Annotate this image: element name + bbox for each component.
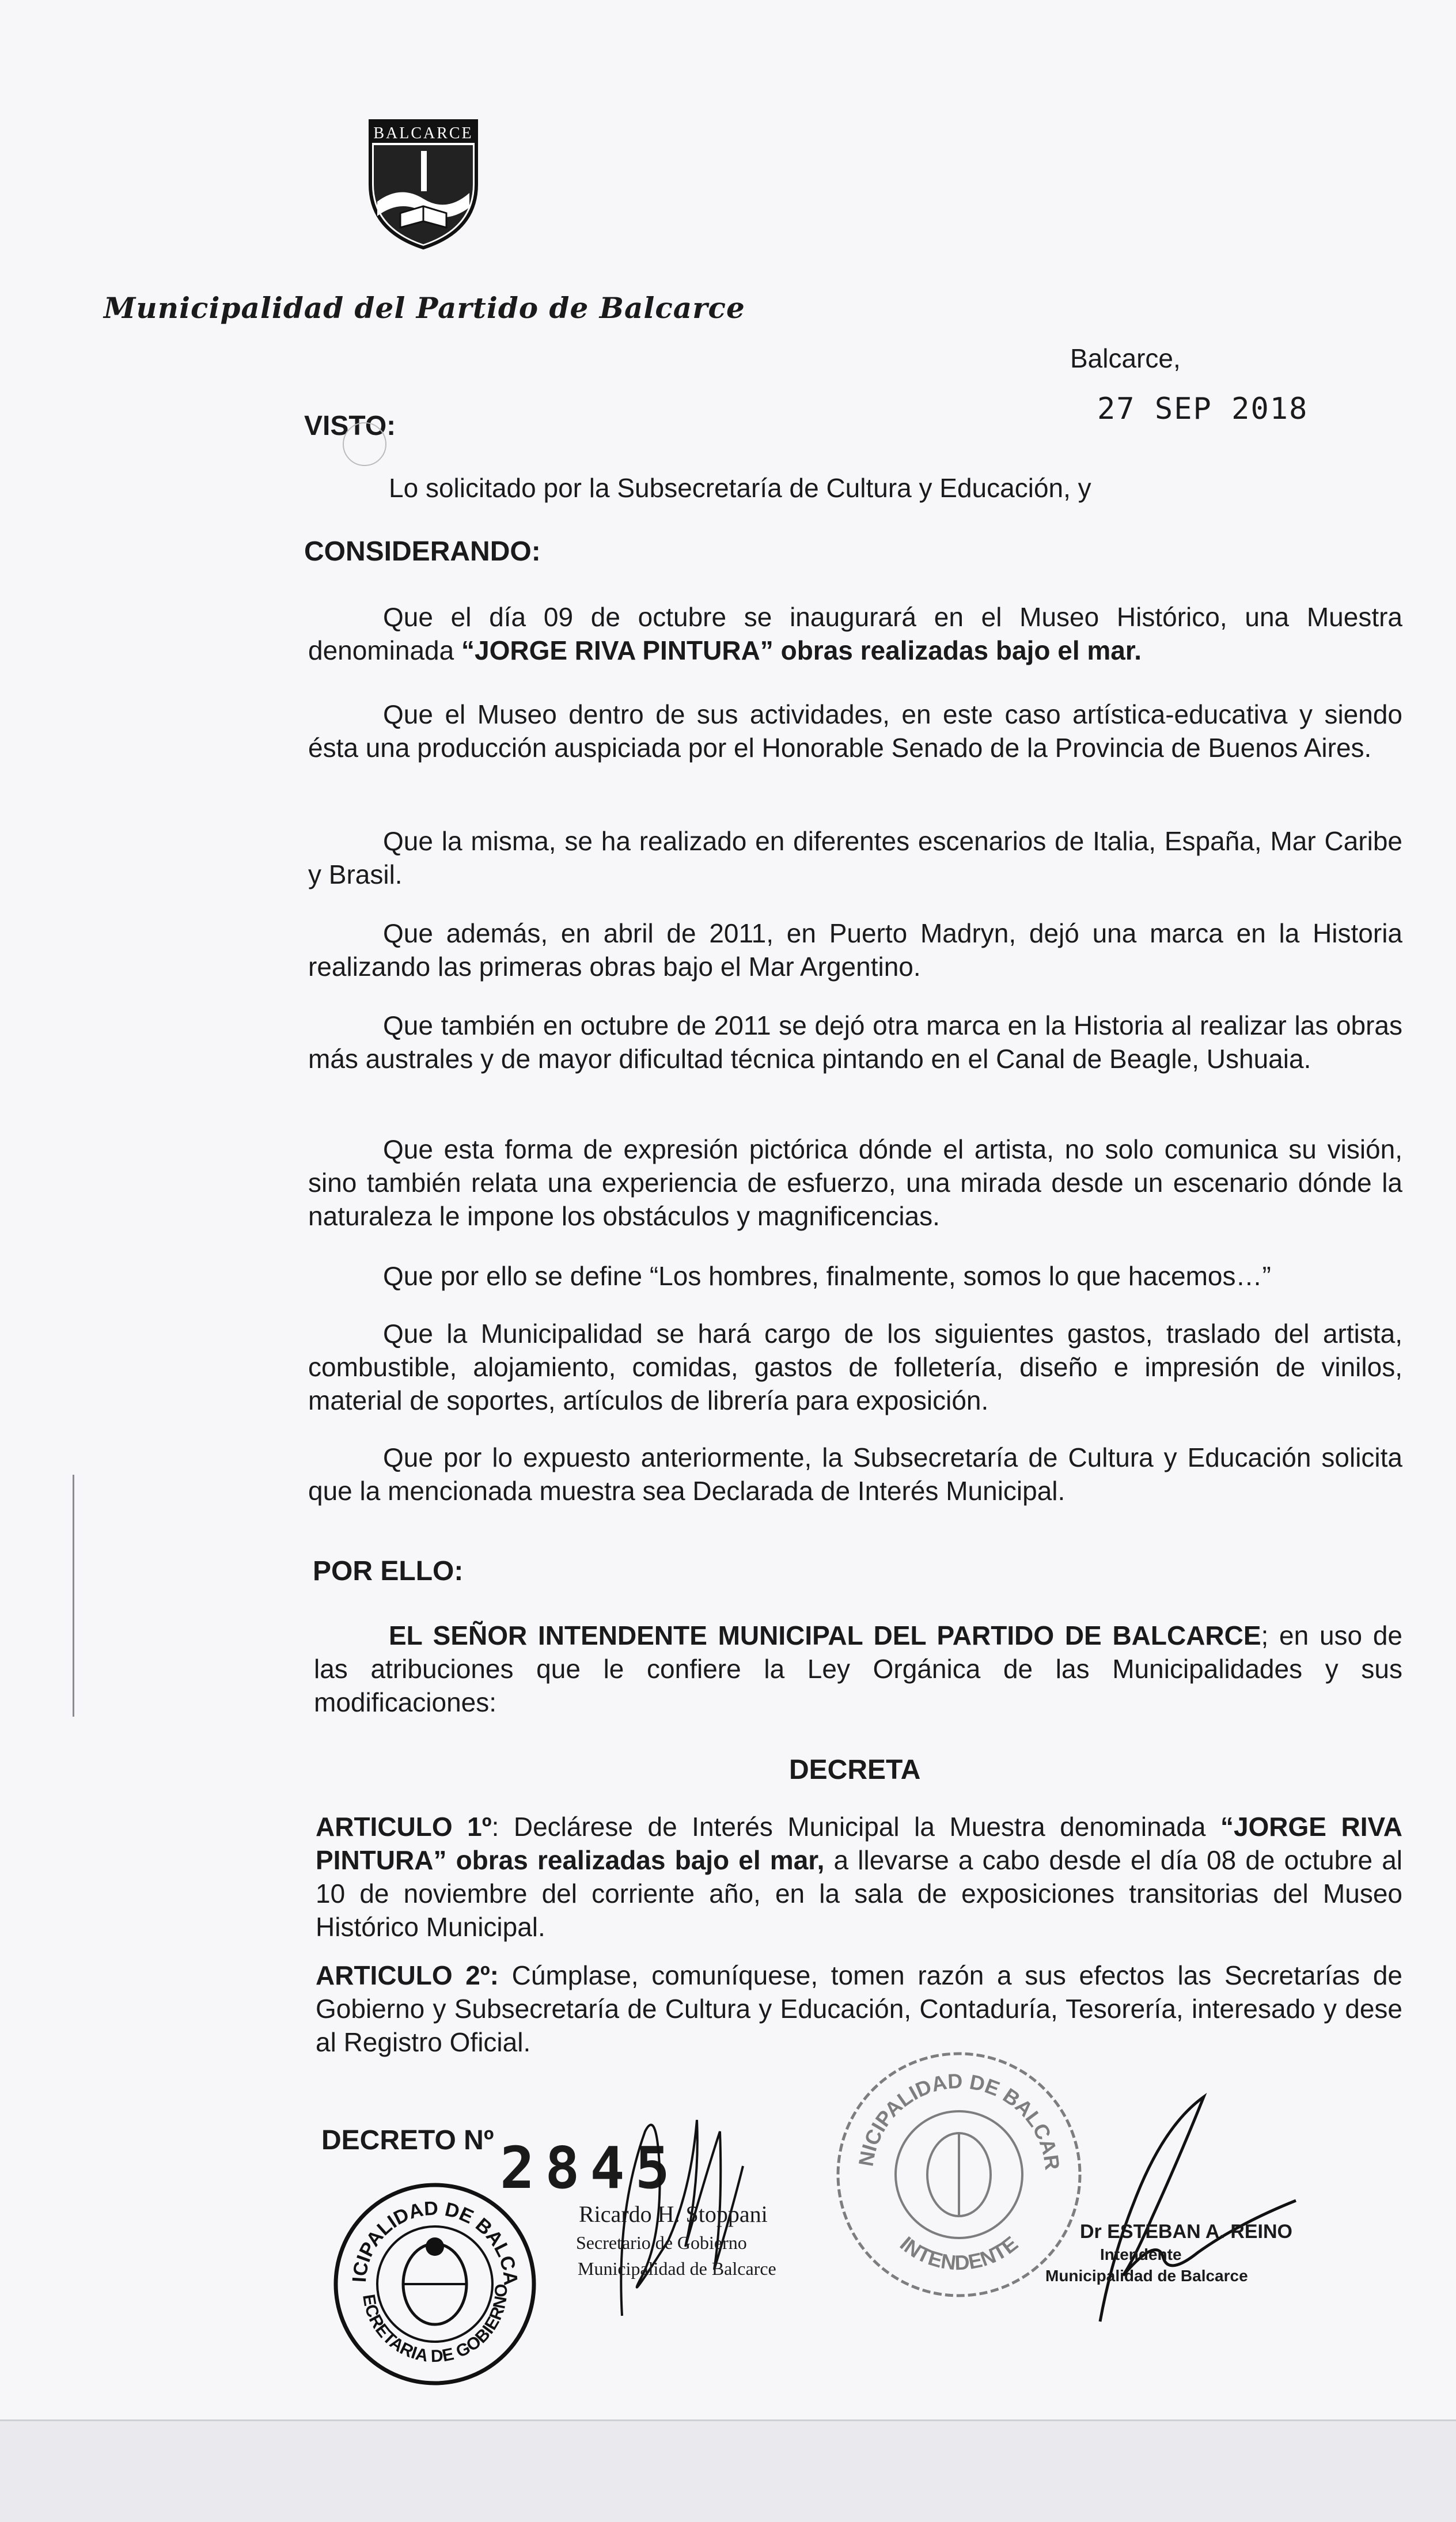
signature-reino [1066, 2085, 1307, 2327]
considerando-paragraph-6: Que esta forma de expresión pictórica dónde el artista, no solo comunica su visión, sino también relata una experiencia de esfuerzo, una mirada desde un escenario dónde la naturaleza le impone los obstáculos y magnificencias. [308, 1134, 1402, 1231]
articulo-1-label: ARTICULO 1º [316, 1812, 492, 1842]
articulo-2-label: ARTICULO 2º: [316, 1960, 499, 1990]
decreto-label: DECRETO Nº [321, 2125, 494, 2156]
date-stamp: 27 SEP 2018 [1097, 392, 1309, 426]
scan-bottom-margin [0, 2419, 1456, 2522]
scan-margin-line [73, 1475, 74, 1717]
visto-text: Lo solicitado por la Subsecretaría de Cultura y Educación, y [389, 473, 1091, 503]
intendente-stamp [832, 2048, 1086, 2301]
stamp-left-bottom-text: ECRETARIA DE GOBIERNO [359, 2284, 511, 2366]
considerando-paragraph-2: Que el Museo dentro de sus actividades, en este caso artística-educativa y siendo ésta una producción auspiciada por el Honorable Senado de la Provincia de Buenos Aires. [308, 699, 1402, 763]
balcarce-shield-logo [366, 115, 481, 251]
stamp-right-top-text: NICIPALIDAD DE BALCAR [854, 2069, 1065, 2172]
articulo-1-text: : Declárese de Interés Municipal la Muestra denominada [491, 1812, 1220, 1842]
articulo-1-details: a llevarse a cabo desde el día 08 de octubre al 10 de noviembre del corriente año, en la sala de exposiciones transitorias del Museo Histórico Municipal. [316, 1845, 1402, 1942]
letterhead-title: Municipalidad del Partido de Balcarce [104, 291, 745, 325]
por-ello-heading: POR ELLO: [313, 1556, 464, 1586]
svg-text:BALCARCE: BALCARCE [373, 124, 473, 142]
considerando-paragraph-4: Que además, en abril de 2011, en Puerto Madryn, dejó una marca en la Historia realizando las primeras obras bajo el Mar Argentino. [308, 918, 1402, 982]
signatory-right-name: Dr ESTEBAN A. REINO [1080, 2221, 1293, 2243]
visto-heading: VISTO: [304, 411, 396, 441]
signatory-right-title: Intendente [1100, 2245, 1182, 2263]
signatory-right-org: Municipalidad de Balcarce [1045, 2267, 1248, 2285]
paragraph-1-text: Que el día 09 de octubre se inaugurará en el Museo Histórico, una Muestra denominada [308, 602, 1402, 665]
considerando-paragraph-5: Que también en octubre de 2011 se dejó otra marca en la Historia al realizar las obras más australes y de mayor dificultad técnica pintando en el Canal de Beagle, Ushuaia. [308, 1010, 1402, 1074]
considerando-paragraph-9: Que por lo expuesto anteriormente, la Subsecretaría de Cultura y Educación solicita que la mencionada muestra sea Declarada de Interés Municipal. [308, 1442, 1402, 1506]
articulo-1-exhibition: “JORGE RIVA PINTURA” obras realizadas bajo el mar, [316, 1812, 1402, 1875]
secretaria-gobierno-stamp [331, 2180, 539, 2388]
signatory-left-name: Ricardo H. Stoppani [579, 2201, 768, 2227]
intendente-title: EL SEÑOR INTENDENTE MUNICIPAL DEL PARTIDO DE BALCARCE [389, 1620, 1261, 1650]
intendente-paragraph [314, 1619, 1402, 1719]
decreto-number: 2845 [500, 2134, 680, 2202]
articulo-2 [316, 1959, 1402, 2059]
considerando-paragraph-3: Que la misma, se ha realizado en diferentes escenarios de Italia, España, Mar Caribe y Brasil. [308, 826, 1402, 889]
considerando-paragraph-1 [308, 600, 1402, 667]
stamp-right-bottom-text: INTENDENTE [895, 2231, 1023, 2275]
decreta-heading: DECRETA [789, 1755, 921, 1785]
exhibition-title: “JORGE RIVA PINTURA” obras realizadas bajo el mar. [461, 635, 1142, 665]
articulo-1 [316, 1810, 1402, 1944]
articulo-2-text: Cúmplase, comuníquese, tomen razón a sus efectos las Secretarías de Gobierno y Subsecretaría de Cultura y Educación, Contaduría, Tesorería, interesado y dese al Registro Oficial. [316, 1960, 1402, 2057]
intendente-text: ; en uso de las atribuciones que le confiere la Ley Orgánica de las Municipalidades y sus modificaciones: [314, 1620, 1402, 1717]
signatory-left-title: Secretario de Gobierno [576, 2232, 747, 2253]
considerando-paragraph-8: Que la Municipalidad se hará cargo de los siguientes gastos, traslado del artista, combustible, alojamiento, comidas, gastos de folletería, diseño e impresión de vinilos, material de soportes, artículos de librería para exposición. [308, 1319, 1402, 1415]
stamp-left-top-text: ICIPALIDAD DE BALCA [348, 2197, 522, 2286]
considerando-heading: CONSIDERANDO: [304, 536, 541, 567]
svg-text:MUNICIPALIDAD DE BALCARCE [832, 2048, 1064, 2171]
signatory-left-org: Municipalidad de Balcarce [578, 2258, 776, 2279]
punch-hole-mark [343, 422, 386, 466]
document-place: Balcarce, [1070, 343, 1181, 373]
considerando-paragraph-7: Que por ello se define “Los hombres, finalmente, somos lo que hacemos…” [383, 1261, 1271, 1291]
